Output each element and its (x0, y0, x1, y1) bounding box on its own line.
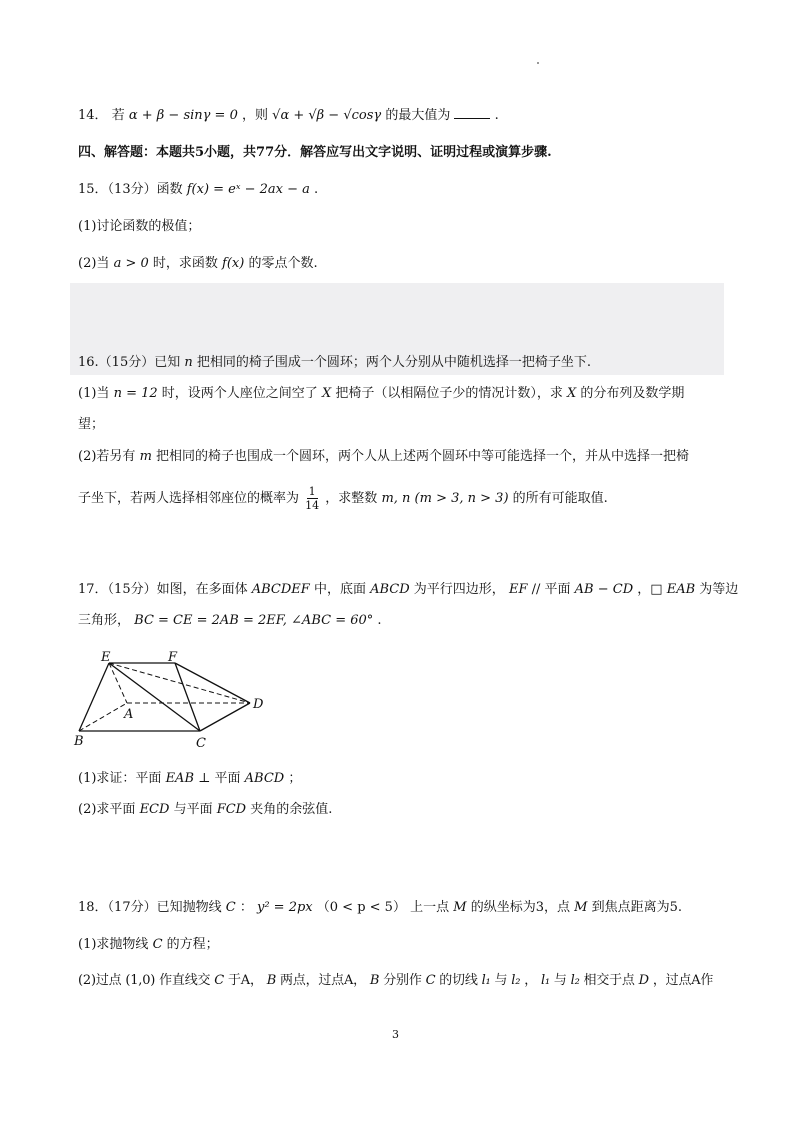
edge-BA (79, 703, 127, 731)
edge-EB (79, 663, 109, 731)
edge-FC (175, 663, 200, 731)
q17-part-1: (1)求证：平面 EAB ⊥ 平面 ABCD ； (78, 771, 302, 786)
polyhedron-figure (72, 648, 272, 753)
question-17: 17．（15分）如图，在多面体 ABCDEF 中，底面 ABCD 为平行四边形， EF // 平面 AB − CD ，□ EAB 为等边 (78, 582, 739, 597)
q14-expression: √α + √β − √cosγ (272, 108, 382, 123)
q15-part-1: (1)讨论函数的极值； (78, 219, 201, 234)
label-F: F (168, 650, 178, 665)
edge-ED (109, 663, 250, 703)
q16-part-1-cont: 望； (78, 417, 105, 432)
edge-EC (109, 663, 200, 731)
q18-part-1: (1)求抛物线 C 的方程； (78, 937, 219, 952)
scan-dot (537, 62, 539, 64)
label-E: E (101, 650, 111, 665)
q17-condition: 三角形， BC = CE = 2AB = 2EF, ∠ABC = 60° . (78, 613, 382, 628)
q16-part-1: (1)当 n = 12 时，设两个人座位之间空了 X 把椅子（以相隔位子少的情况计数），求 X 的分布列及数学期 (78, 386, 685, 401)
label-B: B (74, 734, 84, 749)
edge-CD (200, 703, 250, 731)
label-C: C (196, 736, 206, 751)
answer-blank (454, 106, 490, 119)
probability-fraction: $\frac{1}{14}$ (305, 485, 320, 512)
q15-part-2: (2)当 a > 0 时，求函数 f(x) 的零点个数. (78, 256, 318, 271)
page-number: 3 (392, 1028, 399, 1041)
section-heading: 四、解答题：本题共5小题，共77分．解答应写出文字说明、证明过程或演算步骤. (78, 145, 552, 160)
question-14: 14． 若 α + β − sinγ = 0 ，则 √α + √β − √cosγ 的最大值为 . (78, 108, 499, 123)
question-16: 16.（15分）已知 n 把相同的椅子围成一个圆环；两个人分别从中随机选择一把椅子坐下. (78, 355, 592, 370)
q14-condition: α + β − sinγ = 0 (128, 108, 238, 123)
label-A: A (124, 707, 134, 722)
q17-part-2: (2)求平面 ECD 与平面 FCD 夹角的余弦值. (78, 802, 333, 817)
edge-FD (175, 663, 250, 703)
q18-part-2: (2)过点 (1,0) 作直线交 C 于A， B 两点，过点A， B 分别作 C 的切线 l₁ 与 l₂ ， l₁ 与 l₂ 相交于点 D ，过点A作 (78, 973, 714, 988)
label-D: D (253, 697, 264, 712)
q16-part-2-cont: 子坐下，若两人选择相邻座位的概率为 $\frac{1}{14}$ ，求整数 m, n (m > 3, n > 3) 的所有可能取值. (78, 485, 608, 512)
q15-function: f(x) = eˣ − 2ax − a (186, 182, 310, 197)
question-18: 18．（17分）已知抛物线 C ： y² = 2px （0 < p < 5） 上一点 M 的纵坐标为3，点 M 到焦点距离为5. (78, 900, 682, 915)
q16-part-2: (2)若另有 m 把相同的椅子也围成一个圆环，两个人从上述两个圆环中等可能选择一个，并从中选择一把椅 (78, 449, 690, 464)
question-15: 15．（13分）函数 f(x) = eˣ − 2ax − a . (78, 182, 319, 197)
